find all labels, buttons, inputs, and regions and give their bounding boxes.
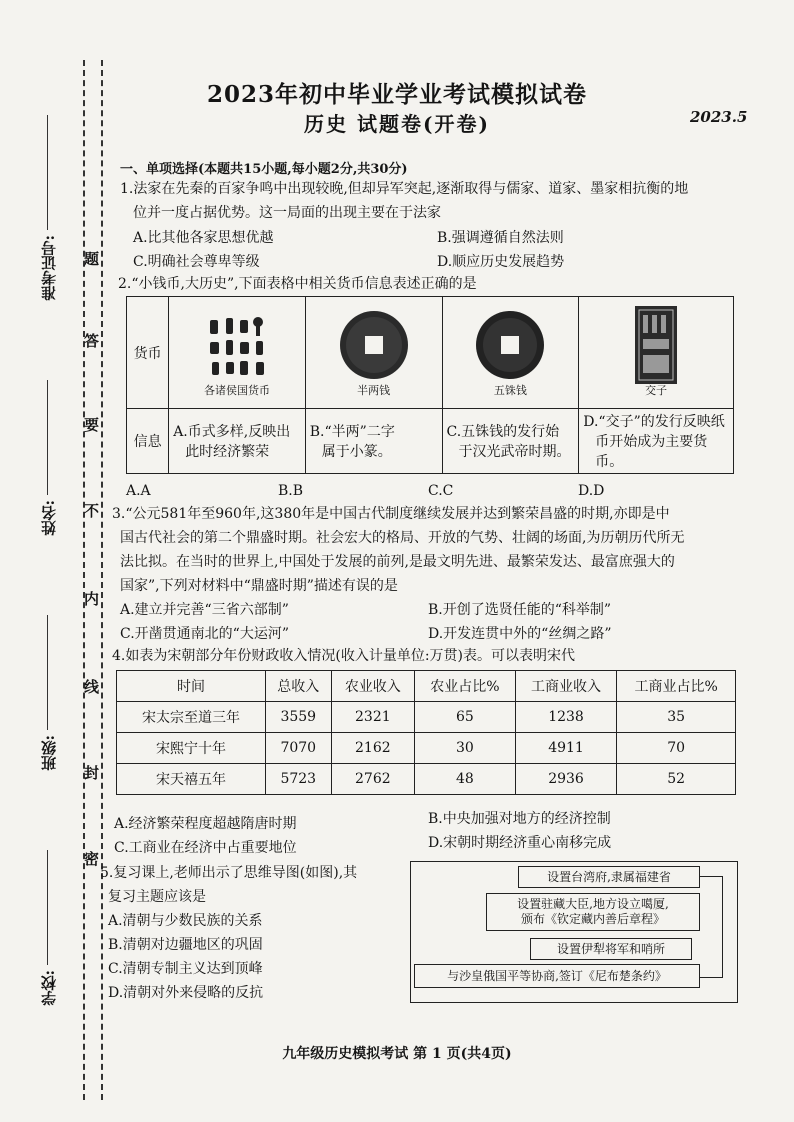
q5-option-b[interactable]: B.清朝对边疆地区的巩固	[108, 937, 263, 953]
info-row-label: 信息	[127, 409, 169, 474]
class-label: 班级:	[40, 735, 58, 771]
jiaozi-note-image	[583, 308, 729, 382]
school-blank[interactable]	[47, 850, 48, 965]
info-cell-c: C.五铢钱的发行始 于汉光武帝时期。	[442, 409, 579, 474]
coin-caption: 交子	[645, 383, 668, 397]
q2-stem: 2.“小钱币,大历史”,下面表格中相关货币信息表述正确的是	[118, 276, 477, 292]
seal-char: 线	[84, 678, 100, 696]
q5-stem-line2: 复习主题应该是	[108, 889, 206, 905]
section-heading: 一、单项选择(本题共15小题,每小题2分,共30分)	[120, 162, 408, 177]
q3-option-d[interactable]: D.开发连贯中外的“丝绸之路”	[428, 626, 612, 642]
q3-option-a[interactable]: A.建立并完善“三省六部制”	[120, 602, 289, 618]
seal-char: 密	[84, 850, 100, 868]
mind-map-item: 设置伊犁将军和哨所	[530, 938, 692, 960]
spade-coins-image	[173, 308, 301, 382]
revenue-header-row	[117, 671, 736, 702]
q2-option-b[interactable]: B.B	[278, 483, 304, 499]
binding-dashed-line-inner	[101, 60, 103, 1100]
mind-map-item: 设置台湾府,隶属福建省	[518, 866, 700, 888]
coin-cell-banliang	[305, 297, 442, 409]
q3-stem-line4: 国家”,下列对材料中“鼎盛时期”描述有误的是	[120, 578, 398, 594]
table-row: 宋天禧五年 5723 2762 48 2936 52	[117, 764, 736, 795]
revenue-table	[116, 670, 736, 795]
q4-option-d[interactable]: D.宋朝时期经济重心南移完成	[428, 835, 612, 851]
seal-char: 要	[84, 416, 100, 434]
banliang-coin-image	[310, 308, 438, 382]
seal-char: 题	[84, 250, 100, 268]
q3-stem-line2: 国古代社会的第二个鼎盛时期。社会宏大的格局、开放的气势、壮阔的场面,为历朝历代所无	[120, 530, 685, 546]
q5-option-d[interactable]: D.清朝对外来侵略的反抗	[108, 985, 264, 1001]
q4-stem: 4.如表为宋朝部分年份财政收入情况(收入计量单位:万贯)表。可以表明宋代	[112, 648, 575, 664]
q2-option-d[interactable]: D.D	[578, 483, 605, 499]
wuzhu-coin-image	[447, 308, 575, 382]
q3-option-c[interactable]: C.开凿贯通南北的“大运河”	[120, 626, 289, 642]
seal-char: 答	[84, 332, 100, 350]
q3-option-b[interactable]: B.开创了选贤任能的“科举制”	[428, 602, 612, 618]
table-header: 时间	[117, 671, 266, 702]
q1-option-a[interactable]: A.比其他各家思想优越	[133, 230, 274, 246]
mind-map-bracket	[700, 876, 723, 978]
coin-cell-wuzhu	[442, 297, 579, 409]
q3-stem-line1: 3.“公元581年至960年,这380年是中国古代制度继续发展并达到繁荣昌盛的时期,亦即是中	[112, 506, 670, 522]
table-header: 工商业收入	[515, 671, 617, 702]
q2-option-c[interactable]: C.C	[428, 483, 454, 499]
table-header: 农业收入	[331, 671, 415, 702]
info-cell-a: A.币式多样,反映出 此时经济繁荣	[169, 409, 306, 474]
table-row: 宋熙宁十年 7070 2162 30 4911 70	[117, 733, 736, 764]
seal-char: 内	[84, 590, 100, 608]
q4-option-c[interactable]: C.工商业在经济中占重要地位	[114, 840, 297, 856]
q5-stem-line1: 5.复习课上,老师出示了思维导图(如图),其	[100, 865, 358, 881]
page-subtitle: 历史 试题卷(开卷)	[304, 112, 490, 136]
mind-map-item-tibet: 设置驻藏大臣,地方设立噶厦, 颁布《钦定藏内善后章程》	[486, 893, 700, 931]
q1-option-c[interactable]: C.明确社会尊卑等级	[133, 254, 260, 270]
coin-row-label: 货币	[127, 297, 169, 409]
coin-cell-jiaozi	[579, 297, 734, 409]
school-label: 学校:	[40, 970, 58, 1006]
q4-option-b[interactable]: B.中央加强对地方的经济控制	[428, 811, 611, 827]
info-cell-d: D.“交子”的发行反映纸 币开始成为主要货币。	[579, 409, 734, 474]
q1-option-d[interactable]: D.顺应历史发展趋势	[437, 254, 565, 270]
q5-option-c[interactable]: C.清朝专制主义达到顶峰	[108, 961, 263, 977]
table-header: 工商业占比%	[617, 671, 736, 702]
exam-date: 2023.5	[690, 108, 748, 126]
q4-option-a[interactable]: A.经济繁荣程度超越隋唐时期	[114, 816, 297, 832]
class-blank[interactable]	[47, 615, 48, 730]
page-title: 2023年初中毕业学业考试模拟试卷	[206, 81, 587, 108]
q2-option-a[interactable]: A.A	[126, 483, 151, 499]
page-footer: 九年级历史模拟考试 第 1 页(共4页)	[282, 1046, 512, 1062]
exam-number-label: 准考证号:	[40, 235, 58, 301]
table-header: 总收入	[266, 671, 332, 702]
table-header: 农业占比%	[415, 671, 516, 702]
mind-map-item: 与沙皇俄国平等协商,签订《尼布楚条约》	[414, 964, 700, 988]
name-label: 姓名:	[40, 500, 58, 536]
q3-stem-line3: 法比拟。在当时的世界上,中国处于发展的前列,是最文明先进、最繁荣发达、最富庶强大的	[120, 554, 675, 570]
q1-stem-line1: 1.法家在先秦的百家争鸣中出现较晚,但却异军突起,逐渐取得与儒家、道家、墨家相抗衡的地	[120, 181, 689, 197]
name-blank[interactable]	[47, 380, 48, 495]
q1-option-b[interactable]: B.强调遵循自然法则	[437, 230, 564, 246]
seal-char: 封	[84, 764, 100, 782]
coin-cell-zhuhou	[169, 297, 306, 409]
q1-stem-line2: 位并一度占据优势。这一局面的出现主要在于法家	[133, 205, 441, 221]
coin-caption: 各诸侯国货币	[203, 383, 270, 397]
binding-dashed-line	[83, 60, 85, 1100]
seal-char: 不	[84, 502, 100, 520]
coin-caption: 五铢钱	[493, 383, 527, 397]
q5-option-a[interactable]: A.清朝与少数民族的关系	[108, 913, 263, 929]
info-cell-b: B.“半两”二字 属于小篆。	[305, 409, 442, 474]
coin-table	[126, 296, 734, 474]
coin-caption: 半两钱	[357, 383, 391, 397]
table-row: 宋太宗至道三年 3559 2321 65 1238 35	[117, 702, 736, 733]
